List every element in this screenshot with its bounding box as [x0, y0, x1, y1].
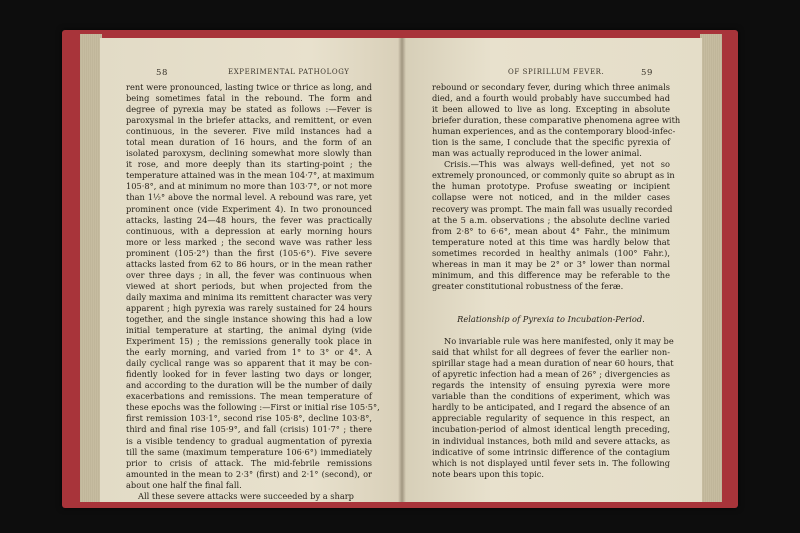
- text-line: spirillar stage had a mean duration of near 60 hours, that: [432, 358, 674, 369]
- text-line: recovery was prompt. The main fall was usually recorded: [432, 203, 673, 214]
- text-line: paroxysmal in the briefer attacks, and remittent, or even: [126, 115, 372, 126]
- text-line: minimum, and this difference may be referable to the: [432, 269, 670, 280]
- text-line: the early morning, and varied from 1° to 3° or 4°. A: [126, 347, 372, 358]
- book-gutter: [398, 38, 406, 502]
- text-line: exacerbations and remissions. The mean temperature of: [126, 391, 372, 402]
- blank-line: [432, 303, 670, 314]
- text-line: continuous, in the severer. Five mild instances had a: [126, 126, 372, 137]
- text-line: daily cyclical range was so apparent that it may be con-: [126, 358, 372, 369]
- text-line: it been allowed to live as long. Excepting in absolute: [432, 104, 670, 115]
- right-page-number: 59: [641, 68, 654, 78]
- text-line: first remission 103·1°, second rise 105·8°, decline 103·8°,: [126, 413, 372, 424]
- text-line: over three days ; in all, the fever was continuous when: [126, 269, 372, 280]
- text-line: till the same (maximum temperature 106·6°) immediately: [126, 446, 372, 457]
- text-line: from 2·8° to 6·6°, mean about 4° Fahr., the minimum: [432, 225, 670, 236]
- text-line: collapse were not noticed, and in the milder cases: [432, 192, 670, 203]
- text-line: briefer duration, these comparative phenomena agree with: [432, 115, 681, 126]
- left-running-head: EXPERIMENTAL PATHOLOGY: [228, 68, 350, 76]
- text-line: it rose, and more deeply than its starting-point ; the: [126, 159, 372, 170]
- text-line: apparent ; high pyrexia was rarely sustained for 24 hours: [126, 302, 372, 313]
- text-line: these epochs was the following :—First or initial rise 105·5°,: [126, 402, 380, 413]
- text-line: prominent (105·2°) than the first (105·6°). Five severe: [126, 247, 372, 258]
- page-edges-left: [80, 34, 102, 502]
- text-line: rent were pronounced, lasting twice or thrice as long, and: [126, 82, 372, 92]
- text-line: being sometimes fatal in the rebound. The form and: [126, 93, 372, 104]
- text-line: No invariable rule was here manifested, only it may be: [444, 336, 674, 347]
- text-line: man was actually reproduced in the lower animal.: [432, 148, 642, 159]
- blank-line: [432, 292, 670, 303]
- text-line: than 1½° above the normal level. A rebound was rare, yet: [126, 192, 372, 203]
- text-line: third and final rise 105·9°, and fall (crisis) 101·7° ; there: [126, 424, 372, 435]
- text-line: regards the intensity of ensuing pyrexia were more: [432, 380, 670, 391]
- blank-line: [432, 325, 670, 336]
- text-line: sometimes recorded in healthy animals (100° Fahr.),: [432, 247, 670, 258]
- right-running-head: OF SPIRILLUM FEVER.: [508, 68, 605, 76]
- text-line: variable than the conditions of experiment, which was: [432, 391, 670, 402]
- text-line: daily maxima and minima its remittent character was very: [126, 291, 372, 302]
- section-heading: Relationship of Pyrexia to Incubation-Period.: [457, 313, 645, 324]
- text-line: extremely pronounced, or commonly quite so abrupt as in: [432, 170, 675, 181]
- text-line: prior to crisis of attack. The mid-febrile remissions: [126, 457, 372, 468]
- text-line: together, and the single instance showing this had a low: [126, 313, 372, 324]
- text-line: tion is the same, I conclude that the specific pyrexia of: [432, 137, 670, 148]
- text-line: isolated paroxysm, declining somewhat more slowly than: [126, 148, 372, 159]
- text-line: more or less marked ; the second wave was rather less: [126, 236, 372, 247]
- text-line: human experiences, and as the contemporary blood-infec-: [432, 126, 676, 137]
- text-line: degree of pyrexia may be stated as follows :—Fever is: [126, 104, 372, 115]
- text-line: greater constitutional robustness of the feræ.: [432, 280, 624, 291]
- right-page-text: [432, 82, 681, 480]
- text-line: amounted in the mean to 2·3° (first) and 2·1° (second), or: [126, 468, 372, 479]
- text-line: which is not displayed until fever sets in. The following: [432, 457, 670, 468]
- text-line: the human prototype. Profuse sweating or incipient: [432, 181, 670, 192]
- text-line: said that whilst for all degrees of fever the earlier non-: [432, 347, 670, 358]
- text-line: total mean duration of 16 hours, and the form of an: [126, 137, 372, 148]
- text-line: about one half the final fall.: [126, 479, 242, 490]
- text-line: initial temperature at starting, the animal dying (vide: [126, 325, 372, 336]
- text-line: rebound or secondary fever, during which three animals: [432, 82, 670, 92]
- left-page: [100, 38, 402, 502]
- text-line: at the 5 a.m. observations ; the absolute decline varied: [432, 214, 670, 225]
- text-line: incubation-period of almost identical length preceding,: [432, 424, 670, 435]
- text-line: died, and a fourth would probably have succumbed had: [432, 93, 670, 104]
- text-line: of apyretic infection had a mean of 26° ; divergencies as: [432, 369, 670, 380]
- left-page-number: 58: [156, 68, 169, 78]
- text-line: viewed at short periods, but when projected from the: [126, 280, 372, 291]
- text-line: 105·8°, and at minimum no more than 103·7°, or not more: [126, 181, 372, 192]
- text-line: in individual instances, both mild and severe attacks, as: [432, 435, 670, 446]
- text-line: Crisis.—This was always well-defined, yet not so: [444, 159, 670, 170]
- text-line: is a visible tendency to gradual augmentation of pyrexia: [126, 435, 372, 446]
- page-edges-right: [700, 34, 722, 502]
- text-line: hardly to be anticipated, and I regard the absence of an: [432, 402, 670, 413]
- text-line: Experiment 15) ; the remissions generally took place in: [126, 336, 372, 347]
- text-line: All these severe attacks were succeeded by a sharp: [138, 490, 354, 501]
- text-line: fidently looked for in fever lasting two days or longer,: [126, 369, 372, 380]
- right-page: [402, 38, 702, 502]
- text-line: and according to the duration will be the number of daily: [126, 380, 372, 391]
- text-line: temperature attained was in the mean 104·7°, at maximum: [126, 170, 375, 181]
- text-line: prominent once (vide Experiment 4). In two pronounced: [126, 203, 372, 214]
- left-page-text: [126, 82, 380, 502]
- text-line: attacks lasted from 62 to 86 hours, or in the mean rather: [126, 258, 372, 269]
- text-line: note bears upon this topic.: [432, 468, 545, 479]
- text-line: continuous, with a depression at early morning hours: [126, 225, 372, 236]
- text-line: whereas in man it may be 2° or 3° lower than normal: [432, 258, 670, 269]
- text-line: appreciable regularity of sequence in this respect, an: [432, 413, 670, 424]
- text-line: temperature noted at this time was hardly below that: [432, 236, 670, 247]
- text-line: indicative of some intrinsic difference of the contagium: [432, 446, 670, 457]
- text-line: attacks, lasting 24—48 hours, the fever was practically: [126, 214, 372, 225]
